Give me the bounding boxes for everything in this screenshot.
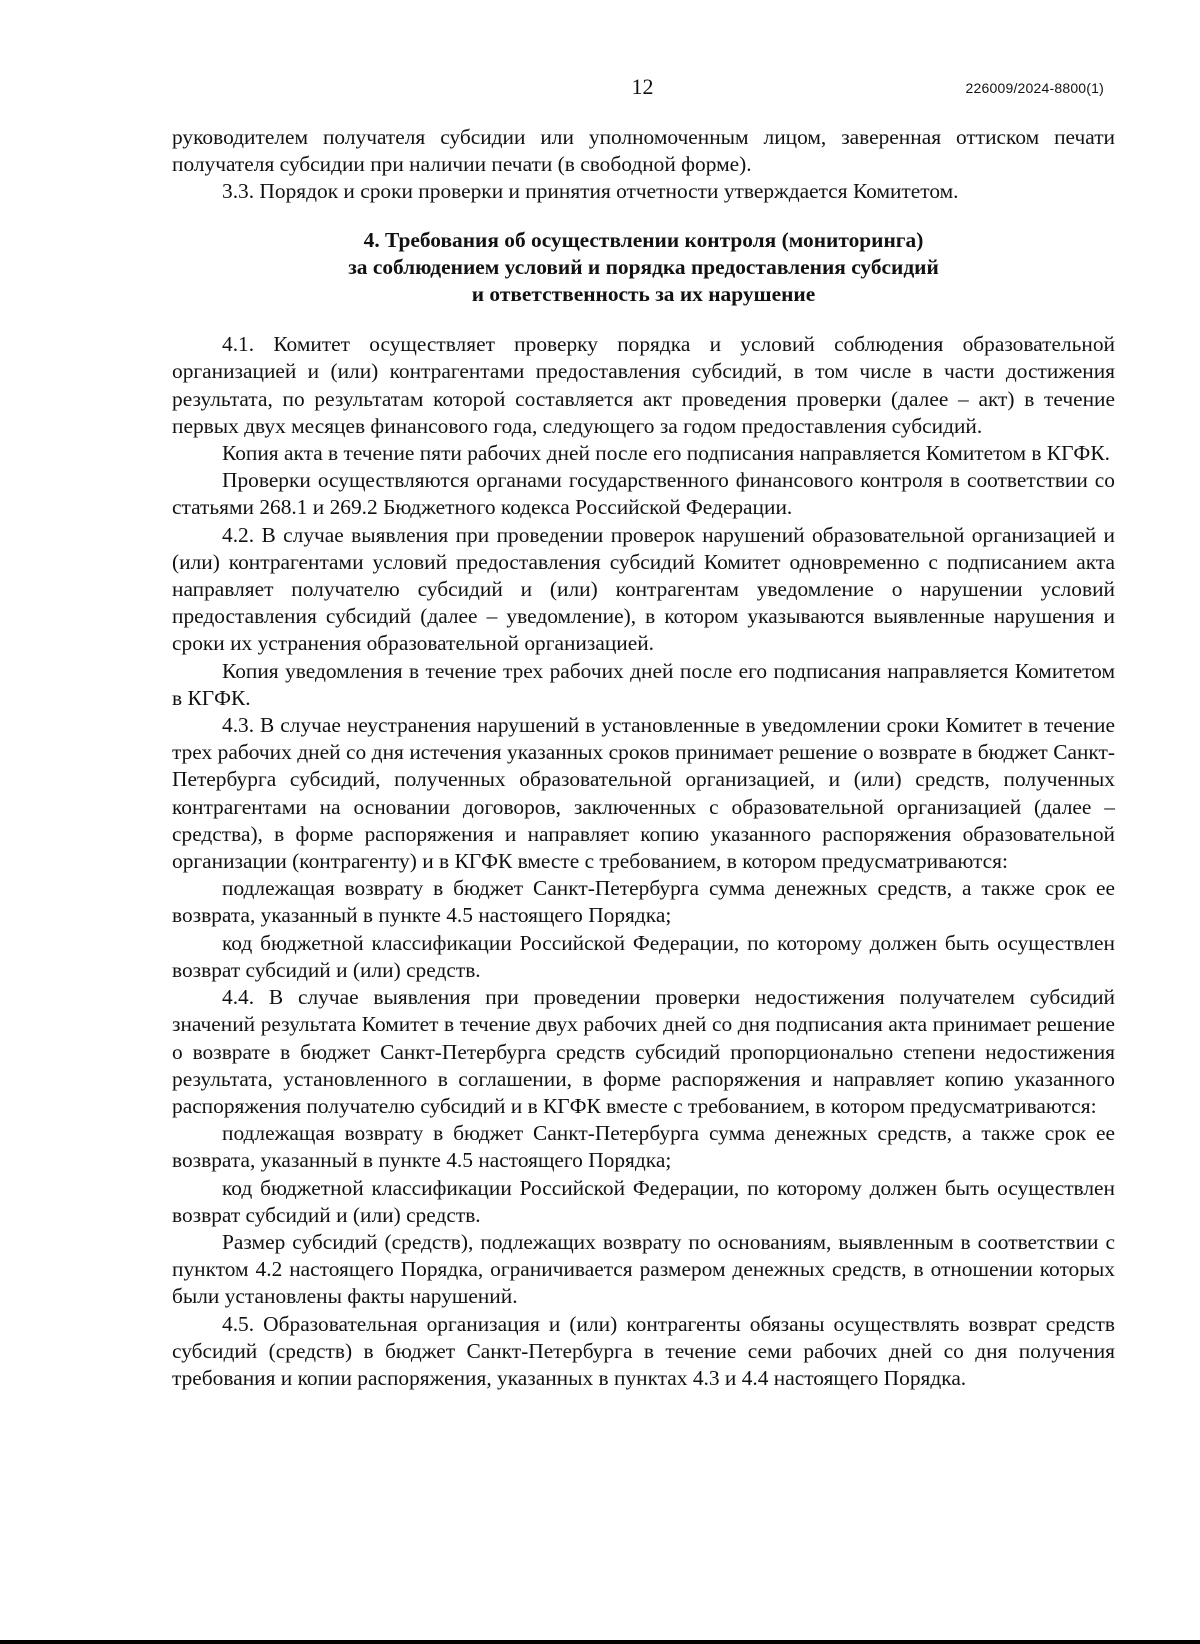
paragraph-4-3: 4.3. В случае неустранения нарушений в установленные в уведомлении сроки Комитет в течение трех рабочих дней со дня истечения указанных сроков принимает решение о возврате в бюджет Санкт-Петербурга субсидий, полученных образовательной организацией, и (или) средств, полученных контрагентами на основании договоров, заключенных с образовательной организацией (далее – средства), в форме распоряжения и направляет копию указанного распоряжения образовательной организации (контрагенту) и в КГФК вместе с требованием, в котором предусматриваются: [172,713,1115,874]
paragraph-4-1: 4.1. Комитет осуществляет проверку порядка и условий соблюдения образовательной организацией и (или) контрагентами предоставления субсидий, в том числе в части достижения результата, по результатам которой составляется акт проведения проверки (далее – акт) в течение первых двух месяцев финансового года, следующего за годом предоставления субсидий. [172,332,1115,438]
paragraph-4-4: 4.4. В случае выявления при проведении проверки недостижения получателем субсидий значений результата Комитет в течение двух рабочих дней со дня подписания акта принимает решение о возврате в бюджет Санкт-Петербурга средств субсидий пропорционально степени недостижения результата, установленного в соглашении, в форме распоряжения и направляет копию указанного распоряжения получателю субсидий и в КГФК вместе с требованием, в котором предусматриваются: [172,985,1115,1118]
paragraph: подлежащая возврату в бюджет Санкт-Петербурга сумма денежных средств, а также срок ее возврата, указанный в пункте 4.5 настоящего Порядка; [172,1121,1115,1173]
paragraph: код бюджетной классификации Российской Федерации, по которому должен быть осуществлен возврат субсидий и (или) средств. [172,1175,1115,1227]
paragraph: Копия уведомления в течение трех рабочих дней после его подписания направляется Комитетом в КГФК. [172,658,1115,710]
paragraph: подлежащая возврату в бюджет Санкт-Петербурга сумма денежных средств, а также срок ее возврата, указанный в пункте 4.5 настоящего Порядка; [172,876,1115,928]
paragraph: Размер субсидий (средств), подлежащих возврату по основаниям, выявленным в соответствии с пунктом 4.2 настоящего Порядка, ограничивается размером денежных средств, в отношении которых были установлены факты нарушений. [172,1229,1115,1309]
paragraph: код бюджетной классификации Российской Федерации, по которому должен быть осуществлен возврат субсидий и (или) средств. [172,930,1115,982]
paragraph: Копия акта в течение пяти рабочих дней после его подписания направляется Комитетом в КГФК. [222,441,1110,466]
paragraph-3-3: 3.3. Порядок и сроки проверки и принятия отчетности утверждается Комитетом. [222,179,959,204]
page-bottom-rule [0,1640,1200,1644]
paragraph-4-5: 4.5. Образовательная организация и (или) контрагенты обязаны осуществлять возврат средств субсидий (средств) в бюджет Санкт-Петербурга в течение семи рабочих дней со дня получения требования и копии распоряжения, указанных в пунктах 4.3 и 4.4 настоящего Порядка. [172,1311,1115,1390]
page-number: 12 [631,74,654,99]
section-4-heading [172,227,1115,309]
document-body [172,124,1115,1392]
section-heading-line: и ответственность за их нарушение [471,282,816,307]
section-heading-line: за соблюдением условий и порядка предоставления субсидий [348,254,939,279]
section-heading-line: 4. Требования об осуществлении контроля (мониторинга) [363,227,924,252]
paragraph-continuation: руководителем получателя субсидии или уполномоченным лицом, заверенная оттиском печати получателя субсидии при наличии печати (в свободной форме). [172,125,1115,177]
paragraph: Проверки осуществляются органами государственного финансового контроля в соответствии со статьями 268.1 и 269.2 Бюджетного кодекса Российской Федерации. [172,468,1115,520]
paragraph-4-2: 4.2. В случае выявления при проведении проверок нарушений образовательной организацией и (или) контрагентами условий предоставления субсидий Комитет одновременно с подписанием акта направляет получателю субсидий и (или) контрагентам уведомление о нарушении условий предоставления субсидий (далее – уведомление), в котором указываются выявленные нарушения и сроки их устранения образовательной организацией. [172,522,1115,656]
document-id: 226009/2024-8800(1) [965,80,1104,96]
